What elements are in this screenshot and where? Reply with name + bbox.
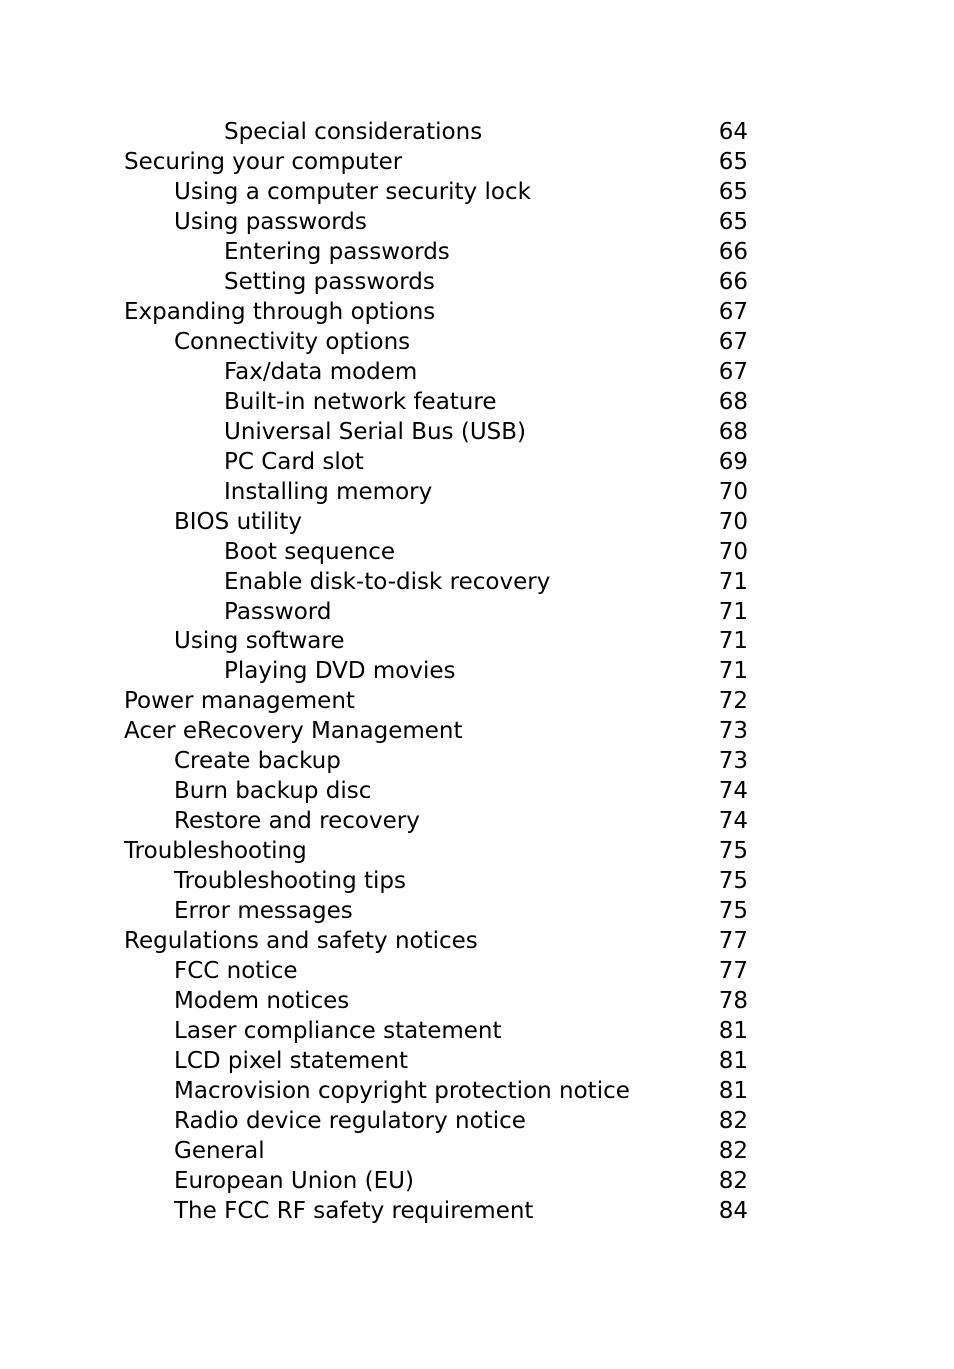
toc-entry-title: Laser compliance statement xyxy=(174,1018,502,1045)
toc-entry-title: The FCC RF safety requirement xyxy=(174,1197,534,1224)
toc-entry[interactable] xyxy=(124,806,748,836)
toc-entry-page-number: 74 xyxy=(718,808,748,835)
toc-entry-page-number: 82 xyxy=(718,1107,748,1134)
toc-entry-page-number: 68 xyxy=(718,388,748,415)
toc-entry[interactable] xyxy=(124,1196,748,1226)
toc-entry[interactable] xyxy=(124,327,748,357)
toc-entry-page-number: 74 xyxy=(718,778,748,805)
toc-entry-title: Fax/data modem xyxy=(224,358,418,385)
toc-entry-page-number: 71 xyxy=(718,658,748,685)
toc-entry-page-number: 75 xyxy=(718,868,748,895)
toc-entry-page-number: 64 xyxy=(718,119,748,145)
toc-entry-page-number: 65 xyxy=(718,178,748,205)
toc-entry[interactable] xyxy=(124,956,748,986)
toc-entry-title: Radio device regulatory notice xyxy=(174,1107,526,1134)
toc-entry-page-number: 67 xyxy=(718,328,748,355)
toc-entry-page-number: 68 xyxy=(718,418,748,445)
toc-entry-title: Expanding through options xyxy=(124,298,436,325)
toc-entry[interactable] xyxy=(124,597,748,627)
toc-entry-title: Connectivity options xyxy=(174,328,411,355)
toc-entry[interactable] xyxy=(124,986,748,1016)
toc-entry[interactable] xyxy=(124,447,748,477)
toc-entry[interactable] xyxy=(124,207,748,237)
toc-entry-title: General xyxy=(174,1137,265,1164)
toc-entry-page-number: 71 xyxy=(718,568,748,595)
toc-entry[interactable] xyxy=(124,866,748,896)
toc-entry[interactable] xyxy=(124,297,748,327)
toc-entry-page-number: 72 xyxy=(718,688,748,715)
toc-entry-title: Regulations and safety notices xyxy=(124,928,478,955)
toc-entry-title: European Union (EU) xyxy=(174,1167,414,1194)
toc-entry[interactable] xyxy=(124,357,748,387)
toc-entry-title: LCD pixel statement xyxy=(174,1048,409,1075)
toc-entry[interactable] xyxy=(124,567,748,597)
toc-entry-page-number: 70 xyxy=(718,508,748,535)
toc-entry-title: Playing DVD movies xyxy=(224,658,456,685)
toc-entry-title: Troubleshooting xyxy=(124,838,307,865)
toc-entry-page-number: 70 xyxy=(718,478,748,505)
toc-entry-title: Special considerations xyxy=(224,119,483,145)
toc-entry[interactable] xyxy=(124,1046,748,1076)
toc-entry-title: Enable disk-to-disk recovery xyxy=(224,568,551,595)
toc-entry[interactable] xyxy=(124,237,748,267)
toc-entry-page-number: 84 xyxy=(718,1197,748,1224)
toc-entry-page-number: 70 xyxy=(718,538,748,565)
toc-entry-title: Create backup xyxy=(174,748,341,775)
toc-entry-page-number: 65 xyxy=(718,148,748,175)
toc-entry-title: Burn backup disc xyxy=(174,778,372,805)
toc-entry[interactable] xyxy=(124,1166,748,1196)
toc-entry-title: Using a computer security lock xyxy=(174,178,531,205)
toc-entry-title: Installing memory xyxy=(224,478,433,505)
toc-entry-page-number: 81 xyxy=(718,1078,748,1104)
toc-entry-page-number: 71 xyxy=(718,598,748,625)
toc-entry[interactable] xyxy=(124,1016,748,1046)
toc-entry-page-number: 81 xyxy=(718,1018,748,1045)
toc-entry-page-number: 73 xyxy=(718,748,748,775)
toc-entry-title: Password xyxy=(224,598,332,625)
toc-entry-page-number: 71 xyxy=(718,628,748,655)
toc-entry-title: Troubleshooting tips xyxy=(174,868,406,895)
toc-entry[interactable] xyxy=(124,417,748,447)
toc-entry-page-number: 65 xyxy=(718,208,748,235)
toc-entry-page-number: 75 xyxy=(718,838,748,865)
toc-entry[interactable] xyxy=(124,537,748,567)
toc-entry[interactable] xyxy=(124,1136,748,1166)
toc-entry[interactable] xyxy=(124,147,748,177)
toc-entry-title: Built-in network feature xyxy=(224,388,497,415)
toc-entry[interactable] xyxy=(124,387,748,417)
toc-entry-title: Acer eRecovery Management xyxy=(124,718,463,745)
toc-entry-title: FCC notice xyxy=(174,958,298,985)
toc-entry-title: Setting passwords xyxy=(224,268,435,295)
toc-entry[interactable] xyxy=(124,626,748,656)
toc-entry-page-number: 82 xyxy=(718,1137,748,1164)
toc-entry-page-number: 81 xyxy=(718,1048,748,1075)
toc-entry-title: BIOS utility xyxy=(174,508,302,535)
toc-entry[interactable] xyxy=(124,776,748,806)
toc-entry-title: Using software xyxy=(174,628,345,655)
toc-entry[interactable] xyxy=(124,267,748,297)
toc-entry-page-number: 75 xyxy=(718,898,748,925)
toc-entry-page-number: 67 xyxy=(718,358,748,385)
toc-entry[interactable] xyxy=(124,746,748,776)
toc-entry-title: Power management xyxy=(124,688,355,715)
table-of-contents xyxy=(124,117,748,1226)
toc-entry-page-number: 78 xyxy=(718,988,748,1015)
toc-entry-title: Securing your computer xyxy=(124,148,403,175)
toc-entry[interactable] xyxy=(124,1076,748,1106)
toc-entry[interactable] xyxy=(124,926,748,956)
toc-entry-title: Modem notices xyxy=(174,988,350,1015)
toc-entry-page-number: 77 xyxy=(718,958,748,985)
toc-entry[interactable] xyxy=(124,477,748,507)
toc-entry[interactable] xyxy=(124,686,748,716)
toc-entry-title: Boot sequence xyxy=(224,538,396,565)
toc-entry-title: Macrovision copyright protection notice xyxy=(174,1078,630,1104)
toc-entry-title: Restore and recovery xyxy=(174,808,420,835)
toc-entry[interactable] xyxy=(124,836,748,866)
toc-entry[interactable] xyxy=(124,1106,748,1136)
toc-entry-page-number: 77 xyxy=(718,928,748,955)
toc-entry[interactable] xyxy=(124,117,748,147)
toc-entry-page-number: 66 xyxy=(718,268,748,295)
toc-entry-title: Using passwords xyxy=(174,208,367,235)
toc-entry-page-number: 73 xyxy=(718,718,748,745)
toc-entry-title: Entering passwords xyxy=(224,238,450,265)
toc-entry[interactable] xyxy=(124,896,748,926)
toc-entry-page-number: 66 xyxy=(718,238,748,265)
toc-entry-page-number: 82 xyxy=(718,1167,748,1194)
toc-entry[interactable] xyxy=(124,656,748,686)
toc-entry-page-number: 69 xyxy=(718,448,748,475)
toc-entry[interactable] xyxy=(124,507,748,537)
toc-entry[interactable] xyxy=(124,716,748,746)
toc-entry-page-number: 67 xyxy=(718,298,748,325)
toc-entry-title: PC Card slot xyxy=(224,448,364,475)
toc-entry-title: Universal Serial Bus (USB) xyxy=(224,418,526,445)
toc-entry[interactable] xyxy=(124,177,748,207)
toc-entry-title: Error messages xyxy=(174,898,353,925)
